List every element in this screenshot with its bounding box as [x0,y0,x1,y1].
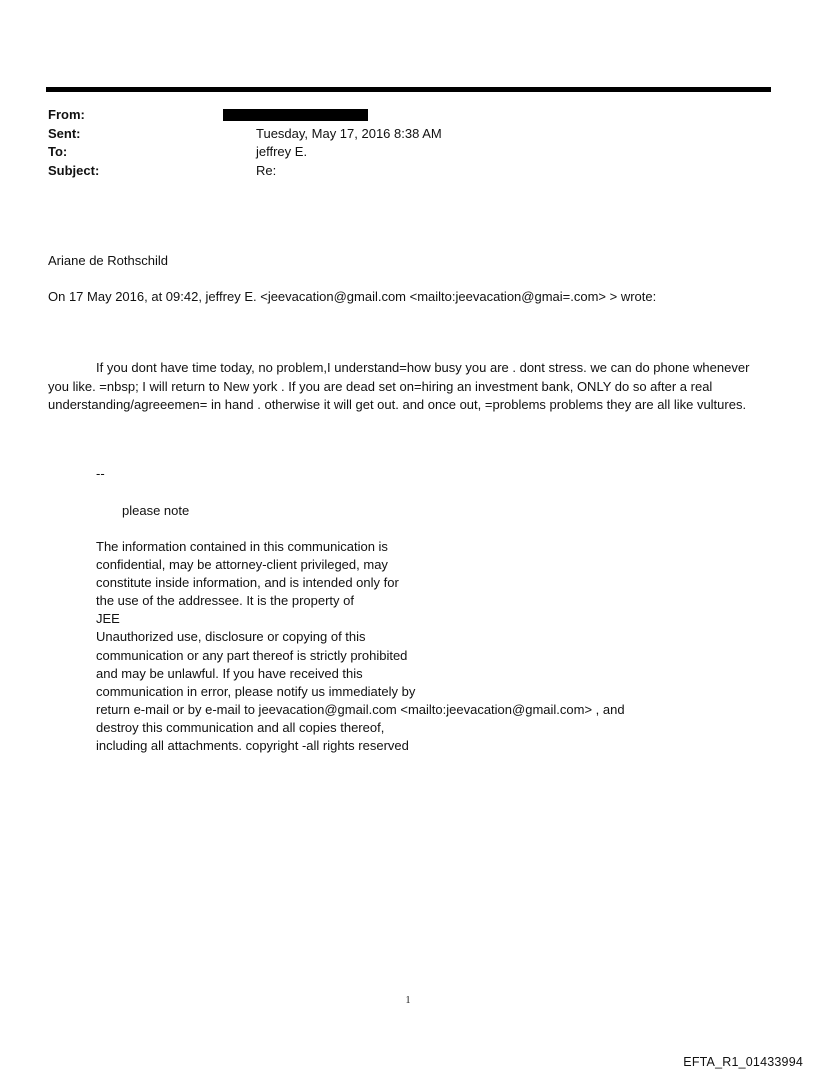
disclaimer-line: destroy this communication and all copies thereof, [96,719,385,735]
disclaimer-line: constitute inside information, and is intended only for [96,575,399,591]
to-row [48,143,648,162]
sent-label: Sent: [48,125,81,141]
from-label: From: [48,107,85,122]
subject-label: Subject: [48,162,100,178]
from-row [48,106,648,125]
page-number: 1 [405,995,411,1006]
disclaimer-line: the use of the addressee. It is the property of [96,593,354,609]
disclaimer-line: including all attachments. copyright -all rights reserved [96,738,409,754]
disclaimer-line: return e-mail or by e-mail to jeevacation@gmail.com <mailto:jeevacation@gmail.com> , and [96,701,625,717]
subject-value: Re: [256,162,277,178]
sender-signature: Ariane de Rothschild [48,253,168,268]
redacted-sender [223,109,368,121]
subject-row [48,162,648,181]
bates-number: EFTA_R1_01433994 [683,1055,803,1069]
disclaimer-line: communication or any part thereof is strictly prohibited [96,647,408,663]
disclaimer-line: communication in error, please notify us immediately by [96,683,416,699]
disclaimer-line: and may be unlawful. If you have received this [96,665,363,681]
quoted-message-text: If you dont have time today, no problem,I understand=how busy you are . dont stress. we can do phone whenever you like. =nbsp; I will return to New york . If you are dead set on=hiring an investment bank, ONLY do so after a real understanding/agreeemen= in hand . otherwise it will get out. and once out, =problems problems they are all like vultures. [48,360,750,412]
please-note-heading: please note [122,503,190,518]
sent-value: Tuesday, May 17, 2016 8:38 AM [256,125,442,141]
to-value: jeffrey E. [256,144,308,159]
header-divider [46,87,771,92]
disclaimer-line: confidential, may be attorney-client privileged, may [96,557,388,573]
signature-separator: -- [96,466,105,481]
to-label: To: [48,144,68,159]
disclaimer-line: The information contained in this communication is [96,539,388,554]
disclaimer-line: Unauthorized use, disclosure or copying of this [96,629,366,645]
disclaimer-line: JEE [96,611,120,627]
quoted-message [48,359,760,415]
sent-row [48,125,648,144]
quote-attribution: On 17 May 2016, at 09:42, jeffrey E. <jeevacation@gmail.com <mailto:jeevacation@gmai=.com> > wrote: [48,289,657,304]
email-header [48,106,648,180]
confidentiality-disclaimer [96,538,696,755]
